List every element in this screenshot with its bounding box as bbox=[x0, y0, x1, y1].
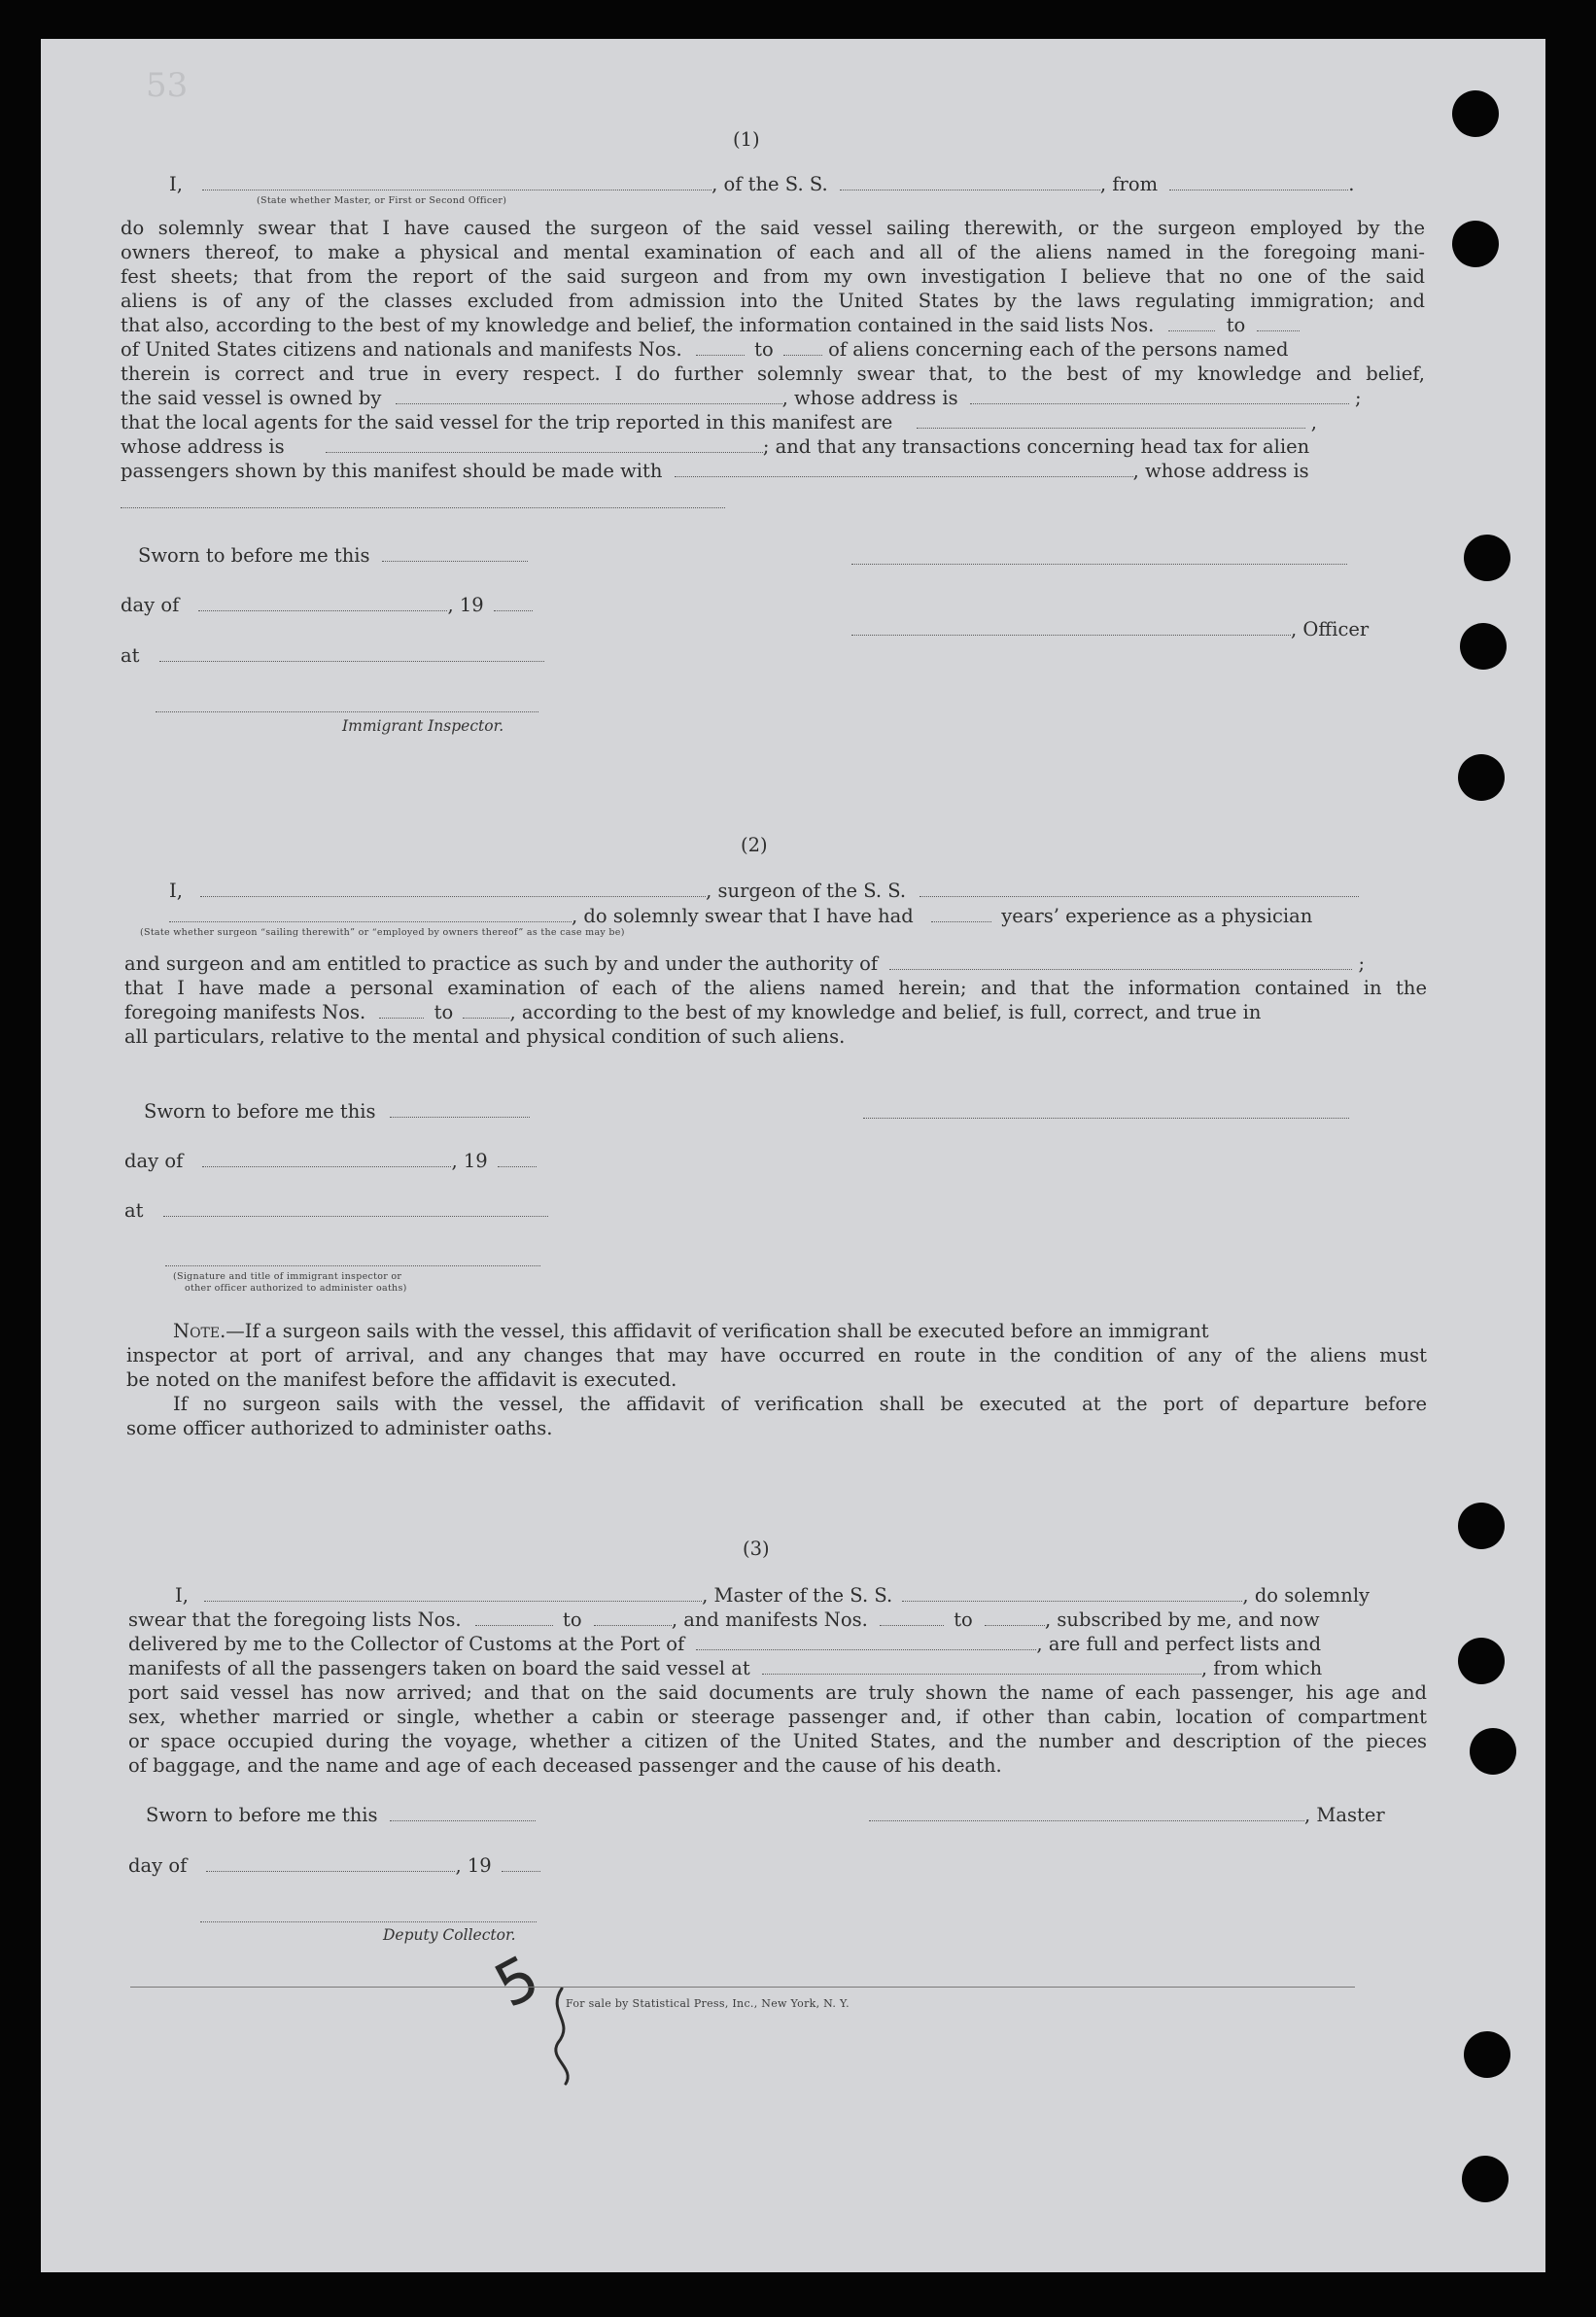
agents-text: that the local agents for the said vessel for the trip reported in this manifest are bbox=[121, 411, 893, 433]
punch-hole bbox=[1464, 535, 1510, 581]
year-field[interactable] bbox=[494, 596, 533, 611]
year-prefix: , 19 bbox=[447, 594, 484, 616]
sec3-port-line bbox=[128, 1633, 1321, 1656]
comma: , bbox=[1310, 411, 1317, 433]
day-of-text: day of bbox=[124, 1150, 184, 1172]
sec2-years-line bbox=[169, 905, 1312, 928]
officer-name-line[interactable] bbox=[851, 620, 1291, 636]
master-name-field[interactable] bbox=[204, 1586, 702, 1602]
punch-hole bbox=[1470, 1728, 1516, 1775]
note-line-3: be noted on the manifest before the affidavit is executed. bbox=[126, 1368, 677, 1391]
whose-address-text: whose address is bbox=[121, 435, 285, 458]
port-field[interactable] bbox=[696, 1635, 1036, 1650]
section-3-number: (3) bbox=[743, 1538, 770, 1560]
sec2-manifests-line bbox=[124, 1001, 1261, 1024]
sec2-oath-line bbox=[169, 880, 1359, 903]
foregoing-manifests-text: foregoing manifests Nos. bbox=[124, 1001, 366, 1023]
note-line-2: inspector at port of arrival, and any changes that may have occurred en route in the condition of any of the aliens must bbox=[126, 1344, 1427, 1366]
sec2-text-line: that I have made a personal examination of each of the aliens named herein; and that the information contained in the bbox=[124, 977, 1427, 999]
full-and-perfect-text: , are full and perfect lists and bbox=[1036, 1633, 1322, 1655]
sec1-text-line: therein is correct and true in every respect. I do further solemnly swear that, to the best of my knowledge and belief, bbox=[121, 363, 1425, 385]
officer-signature-field[interactable] bbox=[851, 564, 1347, 565]
sec1-text-line: do solemnly swear that I have caused the surgeon of the said vessel sailing therewith, or the surgeon employed by the bbox=[121, 217, 1425, 239]
signature-note-1: (Signature and title of immigrant inspector or bbox=[173, 1271, 402, 1282]
punch-hole bbox=[1452, 90, 1499, 137]
to-label: to bbox=[754, 338, 774, 361]
handwritten-mark: 5 bbox=[483, 1941, 551, 2022]
sworn-text: Sworn to before me this bbox=[138, 544, 370, 567]
year-prefix: , 19 bbox=[451, 1150, 488, 1172]
deputy-collector-label: Deputy Collector. bbox=[383, 1926, 516, 1944]
sworn-date-field[interactable] bbox=[382, 546, 528, 562]
sec3-master-line bbox=[869, 1804, 1385, 1827]
from-which-text: , from which bbox=[1200, 1657, 1323, 1679]
according-text: , according to the best of my knowledge and belief, is full, correct, and true in bbox=[509, 1001, 1262, 1023]
officer-name-field[interactable] bbox=[202, 175, 711, 190]
inspector-signature-field[interactable] bbox=[156, 711, 538, 712]
sec2-ship-name-field[interactable] bbox=[919, 882, 1359, 897]
sec3-text-line: sex, whether married or single, whether a cabin or steerage passenger and, if other than cabin, location of compartment bbox=[128, 1706, 1427, 1728]
authority-text: and surgeon and am entitled to practice as such by and under the authority of bbox=[124, 952, 879, 975]
agents-name-field[interactable] bbox=[917, 413, 1305, 429]
surgeon-of-ss: , surgeon of the S. S. bbox=[706, 880, 907, 902]
note-line-1 bbox=[173, 1320, 1209, 1343]
sec2-at-line bbox=[124, 1199, 548, 1223]
day-of-field[interactable] bbox=[202, 1152, 451, 1167]
punch-hole bbox=[1458, 1638, 1505, 1684]
to-label: to bbox=[434, 1001, 454, 1023]
surgeon-type-note: (State whether surgeon “sailing therewith” or “employed by owners thereof” as the case may be) bbox=[140, 927, 625, 938]
manifest-to-field[interactable] bbox=[463, 1003, 509, 1019]
at-place-field[interactable] bbox=[163, 1201, 548, 1217]
to-label: to bbox=[954, 1608, 973, 1631]
year-field[interactable] bbox=[502, 1856, 540, 1872]
master-of-ss: , Master of the S. S. bbox=[702, 1584, 893, 1607]
footer-rule bbox=[130, 1987, 1355, 1988]
from-port-field[interactable] bbox=[1169, 175, 1348, 190]
sec1-period: . bbox=[1348, 173, 1355, 195]
alien-manifest-to-field[interactable] bbox=[783, 340, 822, 356]
authority-field[interactable] bbox=[889, 954, 1352, 970]
faint-page-number: 53 bbox=[146, 66, 189, 105]
punch-hole bbox=[1458, 1503, 1505, 1549]
year-prefix: , 19 bbox=[455, 1854, 492, 1877]
manifest-affidavit-page bbox=[41, 39, 1545, 2272]
semicolon: ; bbox=[1355, 387, 1362, 409]
collector-of-customs-text: delivered by me to the Collector of Customs at the Port of bbox=[128, 1633, 685, 1655]
sec3-text-line: or space occupied during the voyage, whether a citizen of the United States, and the number and description of the pieces bbox=[128, 1730, 1427, 1752]
at-place-field[interactable] bbox=[159, 646, 544, 662]
at-text: at bbox=[121, 644, 140, 667]
section-1-number: (1) bbox=[733, 128, 760, 151]
sec3-text-line: of baggage, and the name and age of each deceased passenger and the cause of his death. bbox=[128, 1754, 1002, 1777]
sec2-authority-line bbox=[124, 952, 1365, 976]
sec2-text-line: all particulars, relative to the mental and physical condition of such aliens. bbox=[124, 1025, 846, 1048]
whose-address-text: , whose address is bbox=[781, 387, 958, 409]
sec1-text-line: fest sheets; that from the report of the said surgeon and from my own investigation I believe that no one of the said bbox=[121, 265, 1425, 288]
sec1-manifests-text-2: of aliens concerning each of the persons named bbox=[828, 338, 1289, 361]
day-of-text: day of bbox=[121, 594, 180, 616]
immigrant-inspector-label: Immigrant Inspector. bbox=[342, 717, 504, 735]
solemnly-swear-text: , do solemnly swear that I have had bbox=[572, 905, 914, 927]
sworn-date-field[interactable] bbox=[390, 1806, 536, 1821]
sec3-text-line: port said vessel has now arrived; and that on the said documents are truly shown the name of each passenger, his age and bbox=[128, 1681, 1427, 1704]
sec3-ship-name-field[interactable] bbox=[902, 1586, 1242, 1602]
sworn-date-field[interactable] bbox=[390, 1102, 530, 1118]
citizen-list-to-field[interactable] bbox=[1257, 316, 1300, 331]
inspector-signature-field[interactable] bbox=[165, 1265, 540, 1266]
officer-label: , Officer bbox=[1291, 618, 1370, 640]
owned-by-text: the said vessel is owned by bbox=[121, 387, 382, 409]
sec1-from: , from bbox=[1099, 173, 1159, 195]
sec2-day-line bbox=[124, 1150, 537, 1173]
day-of-text: day of bbox=[128, 1854, 188, 1877]
manifest-from-field[interactable] bbox=[379, 1003, 424, 1019]
agents-address-field[interactable] bbox=[326, 437, 763, 453]
foregoing-lists-text: swear that the foregoing lists Nos. bbox=[128, 1608, 462, 1631]
note-text: —If a surgeon sails with the vessel, this affidavit of verification shall be executed before an immigrant bbox=[226, 1320, 1209, 1342]
ship-name-field[interactable] bbox=[840, 175, 1100, 190]
note-line-4: If no surgeon sails with the vessel, the affidavit of verification shall be executed at the port of departure before bbox=[173, 1393, 1427, 1415]
manifests-from-field[interactable] bbox=[880, 1610, 944, 1626]
master-label: , Master bbox=[1304, 1804, 1385, 1826]
punch-hole bbox=[1462, 2156, 1509, 2202]
sec3-i: I, bbox=[175, 1584, 189, 1607]
surgeon-name-field[interactable] bbox=[200, 882, 706, 897]
sec3-sworn-line bbox=[146, 1804, 536, 1827]
sec1-owner-line bbox=[121, 387, 1362, 410]
sec1-head-tax-line bbox=[121, 460, 1309, 483]
officer-title-note: (State whether Master, or First or Second Officer) bbox=[257, 195, 507, 206]
head-tax-text: ; and that any transactions concerning head tax for alien bbox=[762, 435, 1310, 458]
semicolon: ; bbox=[1358, 952, 1366, 975]
sworn-text: Sworn to before me this bbox=[146, 1804, 378, 1826]
manifests-to-field[interactable] bbox=[985, 1610, 1045, 1626]
years-experience-text: years’ experience as a physician bbox=[1001, 905, 1313, 927]
lists-to-field[interactable] bbox=[594, 1610, 672, 1626]
to-label: to bbox=[563, 1608, 582, 1631]
sec1-sworn-line bbox=[138, 544, 528, 568]
owner-name-field[interactable] bbox=[396, 389, 782, 404]
taken-on-board-text: manifests of all the passengers taken on board the said vessel at bbox=[128, 1657, 750, 1679]
sec3-oath-line bbox=[175, 1584, 1370, 1608]
at-text: at bbox=[124, 1199, 144, 1222]
punch-hole bbox=[1458, 754, 1505, 801]
punch-hole bbox=[1460, 623, 1507, 670]
sec2-sworn-line bbox=[144, 1100, 530, 1124]
sec3-embarked-line bbox=[128, 1657, 1322, 1680]
sec1-agents-line bbox=[121, 411, 1317, 434]
printer-credit: For sale by Statistical Press, Inc., New York, N. Y. bbox=[566, 1997, 850, 2010]
sec1-agent-address-line bbox=[121, 435, 1309, 459]
years-experience-field[interactable] bbox=[931, 907, 991, 922]
master-signature-field[interactable] bbox=[869, 1806, 1304, 1821]
sec1-of-ss: , of the S. S. bbox=[711, 173, 828, 195]
do-solemnly-text: , do solemnly bbox=[1242, 1584, 1370, 1607]
collector-signature-field[interactable] bbox=[200, 1921, 537, 1922]
sec1-text-line: aliens is of any of the classes excluded from admission into the United States by the laws regulating immigration; and bbox=[121, 290, 1425, 312]
lists-from-field[interactable] bbox=[475, 1610, 553, 1626]
to-label: to bbox=[1226, 314, 1246, 336]
day-of-field[interactable] bbox=[198, 596, 447, 611]
whose-address-text: , whose address is bbox=[1132, 460, 1309, 482]
head-tax-with-text: passengers shown by this manifest should be made with bbox=[121, 460, 663, 482]
sworn-text: Sworn to before me this bbox=[144, 1100, 376, 1123]
sec2-i: I, bbox=[169, 880, 183, 902]
citizen-list-from-field[interactable] bbox=[1168, 316, 1215, 331]
alien-manifest-from-field[interactable] bbox=[696, 340, 745, 356]
sec1-day-line bbox=[121, 594, 533, 617]
sec1-i: I, bbox=[169, 173, 183, 195]
sec3-lists-line bbox=[128, 1608, 1320, 1632]
surgeon-signature-field[interactable] bbox=[863, 1118, 1349, 1119]
sec1-at-line bbox=[121, 644, 544, 668]
surgeon-type-field[interactable] bbox=[169, 907, 572, 922]
sec1-manifests-line bbox=[121, 338, 1288, 362]
owner-address-field[interactable] bbox=[970, 389, 1349, 404]
section-2-number: (2) bbox=[741, 834, 768, 856]
subscribed-text: , subscribed by me, and now bbox=[1045, 1608, 1320, 1631]
day-of-field[interactable] bbox=[206, 1856, 455, 1872]
signature-note-2: other officer authorized to administer oaths) bbox=[185, 1283, 407, 1294]
and-manifests-text: , and manifests Nos. bbox=[671, 1608, 868, 1631]
sec1-officer-line bbox=[851, 618, 1369, 641]
sec1-oath-line bbox=[169, 173, 1355, 196]
note-label: Note. bbox=[173, 1320, 226, 1342]
punch-hole bbox=[1464, 2031, 1510, 2078]
embarkation-port-field[interactable] bbox=[762, 1659, 1201, 1675]
sec3-day-line bbox=[128, 1854, 540, 1878]
punch-hole bbox=[1452, 221, 1499, 267]
sec1-lists-text: that also, according to the best of my knowledge and belief, the information contained in the said lists Nos. bbox=[121, 314, 1155, 336]
year-field[interactable] bbox=[498, 1152, 537, 1167]
sec1-lists-line bbox=[121, 314, 1300, 337]
sec1-text-line: owners thereof, to make a physical and mental examination of each and all of the aliens named in the foregoing mani- bbox=[121, 241, 1425, 263]
note-line-5: some officer authorized to administer oaths. bbox=[126, 1417, 553, 1439]
sec1-manifests-text: of United States citizens and nationals and manifests Nos. bbox=[121, 338, 682, 361]
head-tax-party-field[interactable] bbox=[675, 462, 1133, 477]
head-tax-address-field[interactable] bbox=[121, 507, 725, 508]
